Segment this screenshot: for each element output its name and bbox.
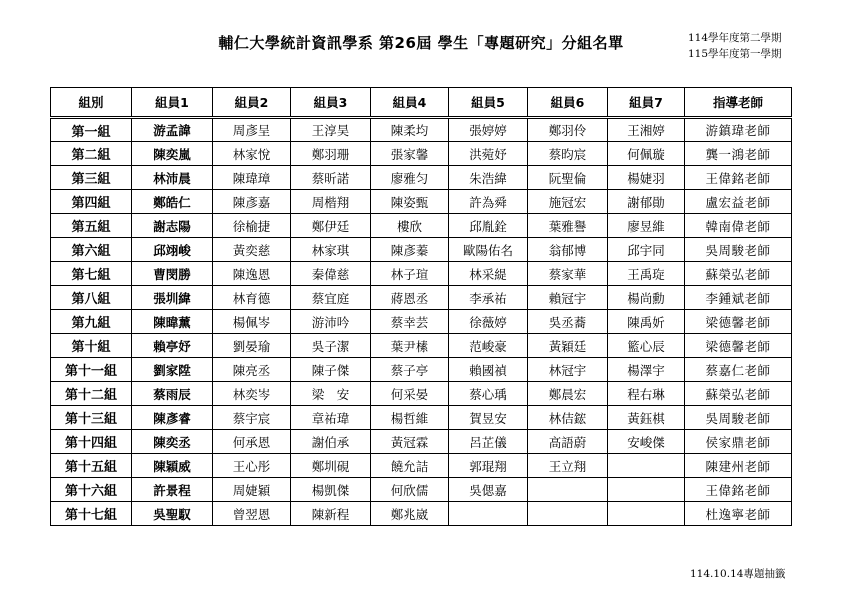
member-cell [528, 502, 608, 526]
member-cell: 林佶鋐 [528, 406, 608, 430]
column-header: 組員3 [291, 88, 371, 118]
group-cell: 第十四組 [51, 430, 132, 454]
advisor-cell: 杜逸寧老師 [685, 502, 792, 526]
leader-cell: 陳彥睿 [132, 406, 213, 430]
member-cell: 程右琳 [608, 382, 685, 406]
member-cell [608, 502, 685, 526]
leader-cell: 陳穎威 [132, 454, 213, 478]
member-cell: 林育德 [213, 286, 291, 310]
member-cell: 蔡心瑀 [449, 382, 528, 406]
table-body [51, 118, 792, 526]
footer-note: 114.10.14專題抽籤 [690, 568, 786, 580]
advisor-cell: 蔡嘉仁老師 [685, 358, 792, 382]
advisor-cell: 梁德馨老師 [685, 310, 792, 334]
member-cell: 徐薇婷 [449, 310, 528, 334]
member-cell: 秦偉慈 [291, 262, 371, 286]
leader-cell: 劉家陞 [132, 358, 213, 382]
member-cell: 蔡家華 [528, 262, 608, 286]
member-cell: 何佩璇 [608, 142, 685, 166]
member-cell: 施冠宏 [528, 190, 608, 214]
member-cell: 黃鈺棋 [608, 406, 685, 430]
group-cell: 第四組 [51, 190, 132, 214]
table-row [51, 454, 792, 478]
advisor-cell: 蘇榮弘老師 [685, 382, 792, 406]
member-cell: 蔡宜庭 [291, 286, 371, 310]
member-cell: 何承恩 [213, 430, 291, 454]
member-cell: 賀昱安 [449, 406, 528, 430]
member-cell [449, 502, 528, 526]
group-cell: 第十組 [51, 334, 132, 358]
member-cell: 翁郁博 [528, 238, 608, 262]
member-cell: 樓欣 [371, 214, 449, 238]
group-cell: 第十一組 [51, 358, 132, 382]
member-cell: 蔡子亭 [371, 358, 449, 382]
member-cell: 王淳昊 [291, 118, 371, 142]
member-cell: 何采晏 [371, 382, 449, 406]
column-header: 組員2 [213, 88, 291, 118]
advisor-cell: 韓南偉老師 [685, 214, 792, 238]
member-cell: 楊哲維 [371, 406, 449, 430]
group-cell: 第十六組 [51, 478, 132, 502]
advisor-cell: 王偉銘老師 [685, 166, 792, 190]
table-row [51, 166, 792, 190]
group-cell: 第九組 [51, 310, 132, 334]
group-cell: 第二組 [51, 142, 132, 166]
member-cell: 王心彤 [213, 454, 291, 478]
member-cell: 楊佩岑 [213, 310, 291, 334]
member-cell [528, 478, 608, 502]
table-row [51, 238, 792, 262]
member-cell: 王禹琁 [608, 262, 685, 286]
advisor-cell: 龔一鴻老師 [685, 142, 792, 166]
member-cell: 林冠宇 [528, 358, 608, 382]
leader-cell: 陳奕丞 [132, 430, 213, 454]
member-cell: 黃穎廷 [528, 334, 608, 358]
page-title: 輔仁大學統計資訊學系 第26屆 學生「專題研究」分組名單 [218, 34, 624, 52]
member-cell: 陳姿甄 [371, 190, 449, 214]
member-cell: 王湘婷 [608, 118, 685, 142]
member-cell: 許為舜 [449, 190, 528, 214]
member-cell: 徐榆捷 [213, 214, 291, 238]
member-cell: 王立翔 [528, 454, 608, 478]
member-cell: 吳子潔 [291, 334, 371, 358]
semester-line: 115學年度第一學期 [688, 48, 782, 60]
member-cell: 黃冠霖 [371, 430, 449, 454]
member-cell: 何欣儒 [371, 478, 449, 502]
leader-cell: 蔡雨辰 [132, 382, 213, 406]
member-cell: 游沛吟 [291, 310, 371, 334]
member-cell: 鄭羽珊 [291, 142, 371, 166]
column-header: 指導老師 [685, 88, 792, 118]
member-cell: 林奕岑 [213, 382, 291, 406]
leader-cell: 賴亭妤 [132, 334, 213, 358]
member-cell: 陳子傑 [291, 358, 371, 382]
group-cell: 第十五組 [51, 454, 132, 478]
group-cell: 第三組 [51, 166, 132, 190]
member-cell: 廖昱維 [608, 214, 685, 238]
semester-line: 114學年度第二學期 [688, 32, 782, 44]
advisor-cell: 吳周駿老師 [685, 406, 792, 430]
member-cell: 饒允詰 [371, 454, 449, 478]
member-cell: 安峻傑 [608, 430, 685, 454]
column-header: 組員7 [608, 88, 685, 118]
table-row [51, 478, 792, 502]
member-cell: 高語蔚 [528, 430, 608, 454]
member-cell: 蔡幸芸 [371, 310, 449, 334]
member-cell: 邱宇同 [608, 238, 685, 262]
table-row [51, 262, 792, 286]
member-cell: 周婕穎 [213, 478, 291, 502]
table-row [51, 118, 792, 142]
member-cell: 陳新程 [291, 502, 371, 526]
member-cell: 林子瑄 [371, 262, 449, 286]
member-cell: 吳偲嘉 [449, 478, 528, 502]
column-header: 組員5 [449, 88, 528, 118]
leader-cell: 陳暐薰 [132, 310, 213, 334]
leader-cell: 游孟諱 [132, 118, 213, 142]
column-header: 組員6 [528, 88, 608, 118]
group-cell: 第十三組 [51, 406, 132, 430]
advisor-cell: 陳建州老師 [685, 454, 792, 478]
column-header: 組員4 [371, 88, 449, 118]
member-cell: 楊澤宇 [608, 358, 685, 382]
member-cell: 廖雅匀 [371, 166, 449, 190]
group-cell: 第五組 [51, 214, 132, 238]
table-row [51, 310, 792, 334]
member-cell: 阮聖倫 [528, 166, 608, 190]
advisor-cell: 蘇榮弘老師 [685, 262, 792, 286]
member-cell: 楊婕羽 [608, 166, 685, 190]
member-cell: 黃奕慈 [213, 238, 291, 262]
leader-cell: 吳聖馭 [132, 502, 213, 526]
member-cell: 蔡宇宸 [213, 406, 291, 430]
table-row [51, 214, 792, 238]
member-cell: 陳禹妡 [608, 310, 685, 334]
group-roster-table [50, 87, 792, 526]
member-cell: 范峻豪 [449, 334, 528, 358]
member-cell: 梁 安 [291, 382, 371, 406]
member-cell: 鄭圳硯 [291, 454, 371, 478]
member-cell: 陳瑋璋 [213, 166, 291, 190]
member-cell: 劉晏瑜 [213, 334, 291, 358]
semester-info [688, 30, 782, 62]
leader-cell: 謝志陽 [132, 214, 213, 238]
table-row [51, 382, 792, 406]
member-cell [608, 478, 685, 502]
member-cell: 張婷婷 [449, 118, 528, 142]
advisor-cell: 吳周駿老師 [685, 238, 792, 262]
member-cell: 陳彥蓁 [371, 238, 449, 262]
member-cell: 鄭羽伶 [528, 118, 608, 142]
member-cell: 楊凱傑 [291, 478, 371, 502]
advisor-cell: 游鎮瑋老師 [685, 118, 792, 142]
member-cell: 陳彥嘉 [213, 190, 291, 214]
table-row [51, 502, 792, 526]
group-cell: 第八組 [51, 286, 132, 310]
member-cell: 陳亮丞 [213, 358, 291, 382]
leader-cell: 曹閔勝 [132, 262, 213, 286]
column-header: 組員1 [132, 88, 213, 118]
member-cell: 籃心辰 [608, 334, 685, 358]
member-cell: 林家琪 [291, 238, 371, 262]
member-cell: 邱胤銓 [449, 214, 528, 238]
member-cell: 鄭伊廷 [291, 214, 371, 238]
member-cell: 鄭晨宏 [528, 382, 608, 406]
member-cell: 曾翌恩 [213, 502, 291, 526]
member-cell: 朱浩緯 [449, 166, 528, 190]
member-cell: 洪菀妤 [449, 142, 528, 166]
leader-cell: 許景程 [132, 478, 213, 502]
member-cell: 賴冠宇 [528, 286, 608, 310]
column-header: 組別 [51, 88, 132, 118]
group-cell: 第十二組 [51, 382, 132, 406]
member-cell: 李承祐 [449, 286, 528, 310]
member-cell: 呂芷儀 [449, 430, 528, 454]
advisor-cell: 李鍾斌老師 [685, 286, 792, 310]
table-row [51, 334, 792, 358]
group-cell: 第七組 [51, 262, 132, 286]
member-cell: 葉尹榡 [371, 334, 449, 358]
table-row [51, 142, 792, 166]
member-cell: 陳逸恩 [213, 262, 291, 286]
member-cell: 章祐瑋 [291, 406, 371, 430]
member-cell: 鄭兆崴 [371, 502, 449, 526]
table-header-row [51, 88, 792, 118]
leader-cell: 張圳緯 [132, 286, 213, 310]
advisor-cell: 王偉銘老師 [685, 478, 792, 502]
member-cell: 張家馨 [371, 142, 449, 166]
leader-cell: 鄭皓仁 [132, 190, 213, 214]
table-row [51, 190, 792, 214]
advisor-cell: 盧宏益老師 [685, 190, 792, 214]
member-cell: 賴國禎 [449, 358, 528, 382]
member-cell: 林家悅 [213, 142, 291, 166]
member-cell: 林采緹 [449, 262, 528, 286]
member-cell: 周楷翔 [291, 190, 371, 214]
member-cell: 吳丞蕎 [528, 310, 608, 334]
group-cell: 第六組 [51, 238, 132, 262]
group-cell: 第十七組 [51, 502, 132, 526]
member-cell: 周彥呈 [213, 118, 291, 142]
member-cell: 歐陽佑名 [449, 238, 528, 262]
advisor-cell: 侯家鼎老師 [685, 430, 792, 454]
member-cell: 郭琨翔 [449, 454, 528, 478]
table-row [51, 406, 792, 430]
member-cell: 陳柔均 [371, 118, 449, 142]
leader-cell: 陳奕嵐 [132, 142, 213, 166]
leader-cell: 林沛晨 [132, 166, 213, 190]
member-cell: 謝伯承 [291, 430, 371, 454]
member-cell: 謝郁勛 [608, 190, 685, 214]
leader-cell: 邱翊峻 [132, 238, 213, 262]
member-cell: 楊尚勳 [608, 286, 685, 310]
group-cell: 第一組 [51, 118, 132, 142]
table-row [51, 430, 792, 454]
member-cell: 葉雅譽 [528, 214, 608, 238]
member-cell: 蔣恩丞 [371, 286, 449, 310]
table-row [51, 358, 792, 382]
member-cell: 蔡昀宸 [528, 142, 608, 166]
member-cell: 蔡昕諾 [291, 166, 371, 190]
table-row [51, 286, 792, 310]
advisor-cell: 梁德馨老師 [685, 334, 792, 358]
member-cell [608, 454, 685, 478]
